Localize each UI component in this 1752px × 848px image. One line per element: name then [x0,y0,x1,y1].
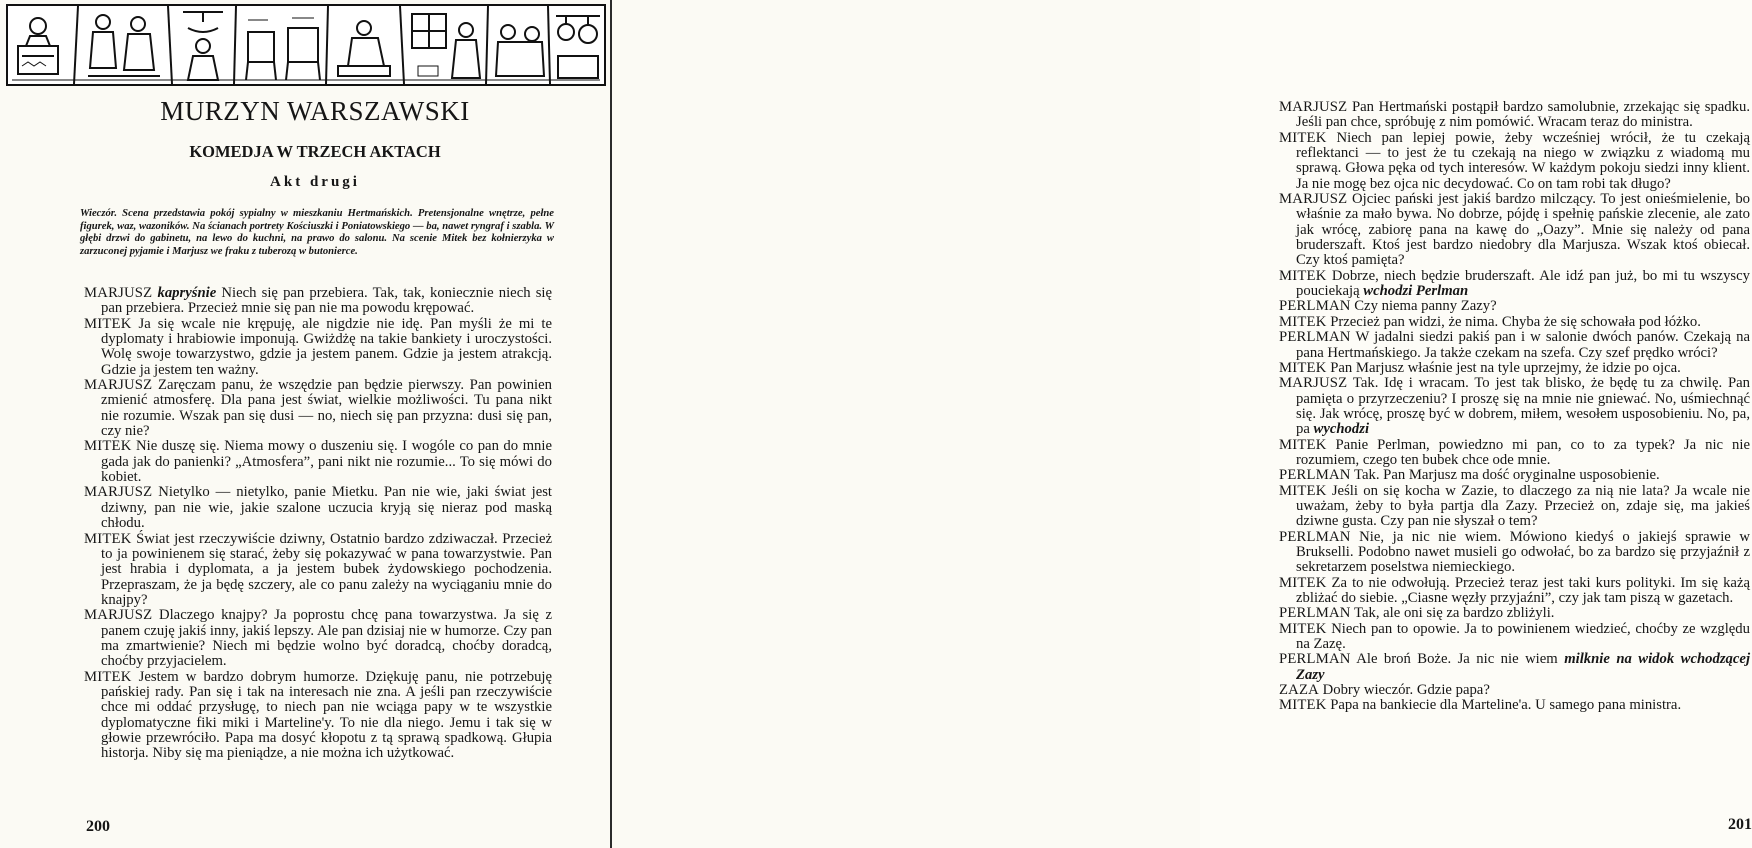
dialogue-line [1279,468,1750,483]
speaker-name: MARJUSZ [84,607,153,624]
speaker-name: ZAZA [1279,682,1319,699]
speaker-name: MITEK [1279,697,1327,714]
dialogue-line [84,485,552,531]
dialogue-text: Nie duszę się. Niema mowy o duszeniu się. I wogóle co pan do mnie gada jak do panienki? „Atmosfera”, pani nikt nie rozumie... To się mówi do kobiet. [101,438,552,486]
speaker-name: MITEK [1279,482,1327,499]
speaker-name: MARJUSZ [1279,191,1348,208]
speaker-name: MARJUSZ [84,285,153,301]
speaker-name: MITEK [1279,267,1327,284]
dialogue-line [1279,315,1750,330]
dialogue-line [1279,438,1750,469]
dialogue-text: Nie, ja nic nie wiem. Mówiono kiedyś o jakiejś sprawie w Brukselli. Podobno nawet musieli go odwołać, bo za bardzo się przyjaźnił z sekretarzem poselstwa niemieckiego. [1296,528,1750,576]
dialogue-text: Jeśli on się kocha w Zazie, to dlaczego za nią nie lata? Ja wcale nie uważam, żeby to była partja dla Zazy. Przecież on, zdaje się, ma jakieś dziwne gusta. Czy pan nie słyszał o tem? [1296,482,1750,530]
dialogue-text: Za to nie odwołują. Przecież teraz jest taki kurs polityki. Im się każą zbliżać do siebie. „Ciasne węzły przyjaźni”, czy jak tam piszą w gazetach. [1296,574,1750,606]
stage-note: wychodzi [1313,421,1370,438]
dialogue-text: Ojciec pański jest jakiś bardzo milczący. To jest onieśmielenie, bo właśnie za mało bywa. No dobrze, pójdę i spełnię pańskie zlecenie, ale zato jak wrócę, zabiorę pana na kawę do „Oazy”. Mnie się należy od pana bruderszaft. Ktoś jest bardzo niedobry dla Marjusza. Wszak ktoś obiecał. Czy ktoś pamięta? [1296,191,1751,269]
decorative-banner-illustration [6,4,606,86]
dialogue-text: Dlaczego knajpy? Ja poprostu chcę pana towarzystwa. Ja się z panem czuję jakiś inny, jakiś lepszy. Ale pan dzisiaj nie w humorze. Czy pan ma zmartwienie? Niech mi będzie wolno być doradcą, choćby doradcą, choćby przyjacielem. [101,607,552,670]
dialogue-text: Tak, ale oni się za bardzo zbliżyli. [1354,605,1555,622]
act-heading: Akt drugi [270,174,360,190]
dialogue-line [1279,622,1750,653]
dialogue-line [1279,576,1750,607]
stage-note: milknie na widok wchodzącej Zazy [1296,651,1751,683]
stage-note: wchodzi Perlman [1363,283,1469,300]
dialogue-text: Przecież pan widzi, że nima. Chyba że się schowała pod łóżko. [1330,313,1701,330]
dialogue-line [84,439,552,485]
speaker-name: MARJUSZ [1279,375,1348,392]
speaker-name: MITEK [1279,436,1327,453]
speaker-name: PERLMAN [1279,605,1351,622]
dialogue-text: Nietylko — nietylko, panie Mietku. Pan nie wie, jaki świat jest dziwny, pan nie wie, jakie szalone uczucia kryją się nieraz pod maską chłodu. [101,484,553,532]
dialogue-text: Niech pan lepiej powie, żeby wcześniej wrócił, że tu czekają reflektanci — to jest że tu czekają na niego w związku z wiadomą mu sprawą. Głowa pęka od tych interesów. W każdym pokoju siedzi inny klient. Ja nie mogę bez ojca nic decydować. Co on tam robi tak długo? [1296,129,1751,192]
dialogue-line [1279,131,1750,192]
dialogue-text: Pan Marjusz właśnie jest na tyle uprzejmy, że idzie po ojca. [1330,359,1681,376]
dialogue-text: Świat jest rzeczywiście dziwny, Ostatnio bardzo zdziwaczał. Przecież to ja powinienem się starać, żeby się pokazywać w pana towarzystwie. Pan jest hrabia i dyplomata, a ja jestem bubek żydowskiego pochodzenia. Przepraszam, że ja będę szczery, ale co panu zależy na wyciąganiu mnie do knajpy? [101,530,552,608]
dialogue-line [1279,606,1750,621]
dialogue-text: Tak. Idę i wracam. To jest tak blisko, że będę tu za chwilę. Pan pamięta o przyrzeczeniu? I proszę się na mnie nie gniewać. No, uśmiechnąć się. Jak wrócę, proszę być w dobrem, miłem, wesołem usposobieniu. No, pa, pa [1296,375,1750,438]
dialogue-text: Tak. Pan Marjusz ma dość oryginalne usposobienie. [1354,467,1660,484]
speaker-name: MITEK [84,315,132,332]
dialogue-line [1279,530,1750,576]
dialogue-right [1279,100,1750,714]
speaker-name: MARJUSZ [84,484,153,501]
page-number-left: 200 [86,818,110,835]
stage-direction: Wieczór. Scena przedstawia pokój sypialny w mieszkaniu Hertmańskich. Pretensjonalne wnętrze, pełne figurek, waz, wazoników. Na ścianach portrety Kościuszki i Poniatowskiego — ba, nawet ryngraf i szabla. W głębi drzwi do gabinetu, na lewo do kuchni, na prawo do salonu. Na scenie Mitek bez kołnierzyka w zarzuconej pyjamie i Marjusz we fraku z tuberozą w butonierce. [80,208,554,257]
left-page [0,0,612,848]
dialogue-text: Jestem w bardzo dobrym humorze. Dziękuję panu, nie potrzebuję pańskiej rady. Pan się i tak na interesach nie zna. A jeśli pan rzeczywiście chce mi oddać przysługę, to niech pan nie wciąga papy w te wszystkie dyplomatyczne fiki miki i Marteline'y. To nie dla niego. Jemu i tak się w głowie przewróciło. Papa ma dosyć kłopotu z tą sprawą spadkową. Głupia historja. Niby się ma pieniądze, a nie można ich użytkować. [101,668,553,762]
dialogue-line [1279,100,1750,131]
dialogue-text: Zaręczam panu, że wszędzie pan będzie pierwszy. Pan powinien zmienić atmosferę. Dla pana jest świat, wielkie możliwości. Tu pana nikt nie rozumie. Wszak pan się dusi — no, niech się pan przyzna: dusi się pan, czy nie? [101,377,552,440]
dialogue-text: Panie Perlman, powiedzno mi pan, co to za typek? Ja nic nie rozumiem, czego ten bubek chce ode mnie. [1296,436,1750,468]
banner-sketch-icon [8,6,604,84]
dialogue-line [1279,192,1750,269]
dialogue-line [84,286,552,317]
speaker-name: MITEK [84,530,132,547]
speaker-name: MITEK [84,668,132,685]
speaker-name: MARJUSZ [1279,99,1348,115]
dialogue-line [1279,299,1750,314]
dialogue-text: Dobrze, niech będzie bruderszaft. Ale idź pan już, bo mi tu wszyscy pouciekają [1296,267,1750,300]
speaker-name: MITEK [1279,620,1327,637]
page-number-right: 201 [1728,816,1752,833]
speaker-name: MITEK [1279,313,1327,330]
dialogue-line [1279,652,1750,683]
dialogue-line [84,378,552,439]
dialogue-line [84,670,552,762]
dialogue-line [1279,376,1750,437]
dialogue-line [1279,361,1750,376]
dialogue-text: Czy niema panny Zazy? [1354,298,1497,315]
speaker-name: MITEK [84,438,132,455]
speaker-name: PERLMAN [1279,298,1351,315]
dialogue-line [1279,330,1750,361]
dialogue-text: Niech się pan przebiera. Tak, tak, koniecznie niech się pan przebiera. Przecież mnie się pan nie ma powodu krępować. [101,285,553,317]
speaker-name: PERLMAN [1279,651,1351,668]
dialogue-line [84,317,552,378]
right-page [612,0,1752,848]
dialogue-line [84,608,552,669]
dialogue-left [84,286,552,762]
dialogue-line [1279,484,1750,530]
dialogue-line [1279,269,1750,300]
speaker-name: MITEK [1279,129,1327,146]
dialogue-text: Ale broń Boże. Ja nic nie wiem [1356,651,1558,668]
stage-note: kapryśnie [157,285,217,301]
speaker-name: MITEK [1279,359,1327,376]
dialogue-text: Dobry wieczór. Gdzie papa? [1322,682,1490,699]
play-subtitle: KOMEDJA W TRZECH AKTACH [189,142,441,161]
dialogue-text: Pan Hertmański postąpił bardzo samolubnie, zrzekając się spadku. Jeśli pan chce, spróbuję z nim pomówić. Wracam teraz do ministra. [1296,99,1750,131]
dialogue-text: Ja się wcale nie krępuję, ale nigdzie nie idę. Pan myśli że mi te dyplomaty i hrabiowie imponują. Gwiżdżę na takie bankiety i uroczystości. Wolę swoje towarzystwo, gdzie ja jestem panem. Gdzie ja jestem atrakcją. Gdzie ja jestem ten ważny. [101,315,553,378]
dialogue-text: W jadalni siedzi pakiś pan i w salonie dwóch panów. Czekają na pana Hertmańskiego. Ja także czekam na szefa. Czy szef prędko wróci? [1296,329,1750,361]
speaker-name: PERLMAN [1279,528,1351,545]
dialogue-line [1279,683,1750,698]
play-title: MURZYN WARSZAWSKI [160,96,470,126]
speaker-name: MITEK [1279,574,1327,591]
dialogue-text: Papa na bankiecie dla Marteline'a. U samego pana ministra. [1330,697,1682,714]
dialogue-line [1279,698,1750,713]
speaker-name: PERLMAN [1279,467,1351,484]
dialogue-text: Niech pan to opowie. Ja to powinienem wiedzieć, choćby ze względu na Zazę. [1296,620,1750,653]
speaker-name: PERLMAN [1279,329,1351,346]
dialogue-line [84,532,552,609]
speaker-name: MARJUSZ [84,377,153,394]
